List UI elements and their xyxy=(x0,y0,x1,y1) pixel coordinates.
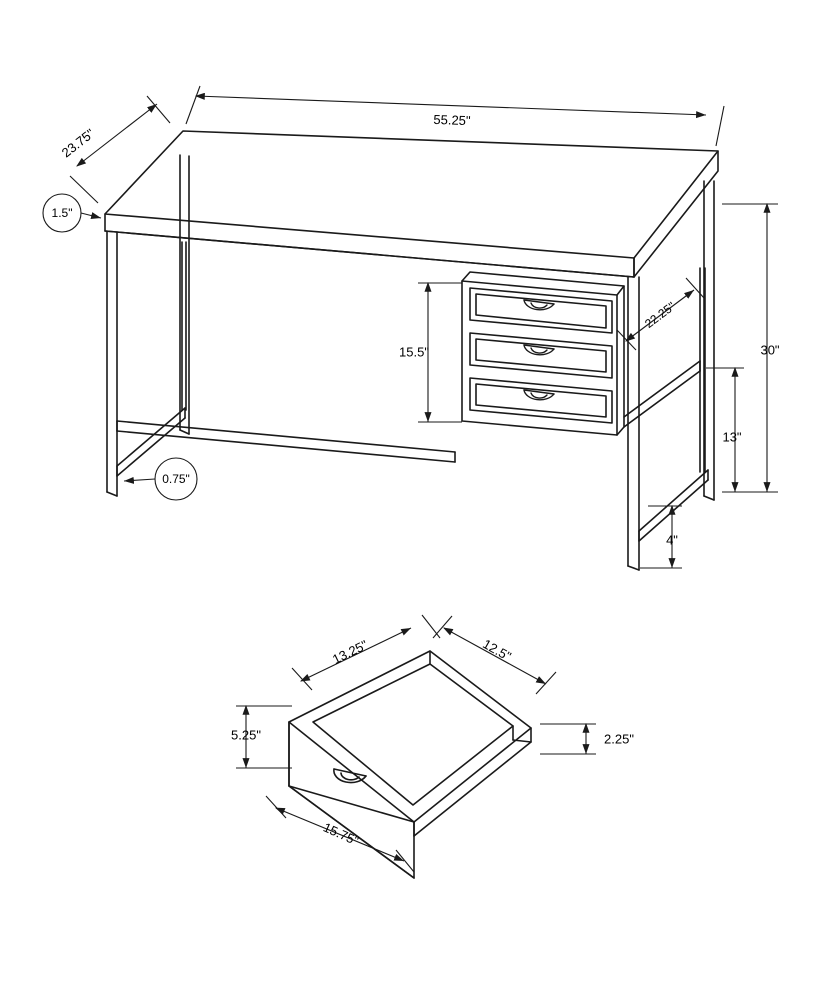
dimension-label-overall-height: 30" xyxy=(760,342,780,358)
dimension-label-drawer-front-width: 15.75" xyxy=(320,819,362,849)
dimension-label-drawer-bank-height: 15.5" xyxy=(399,344,429,360)
dimension-label-drawer-bank-depth: 22.25" xyxy=(642,299,678,331)
dimension-label-drawer-side-height: 2.25" xyxy=(604,731,634,747)
dimension-label-shelf-height: 13" xyxy=(722,429,742,445)
dimension-label-width-top: 55.25" xyxy=(433,111,471,129)
dimension-label-top-thickness: 1.5" xyxy=(51,206,73,220)
drawer-body xyxy=(289,651,531,878)
dimension-label-drawer-front-height: 5.25" xyxy=(231,727,261,743)
dimension-label-depth-top: 23.75" xyxy=(58,125,98,161)
dimension-label-leg-thickness: 0.75" xyxy=(162,472,190,486)
dimension-label-leg-to-shelf: 4" xyxy=(666,532,678,548)
dimension-label-drawer-inner-width: 13.25" xyxy=(330,637,370,667)
dimension-label-drawer-inner-depth: 12.5" xyxy=(480,636,514,664)
